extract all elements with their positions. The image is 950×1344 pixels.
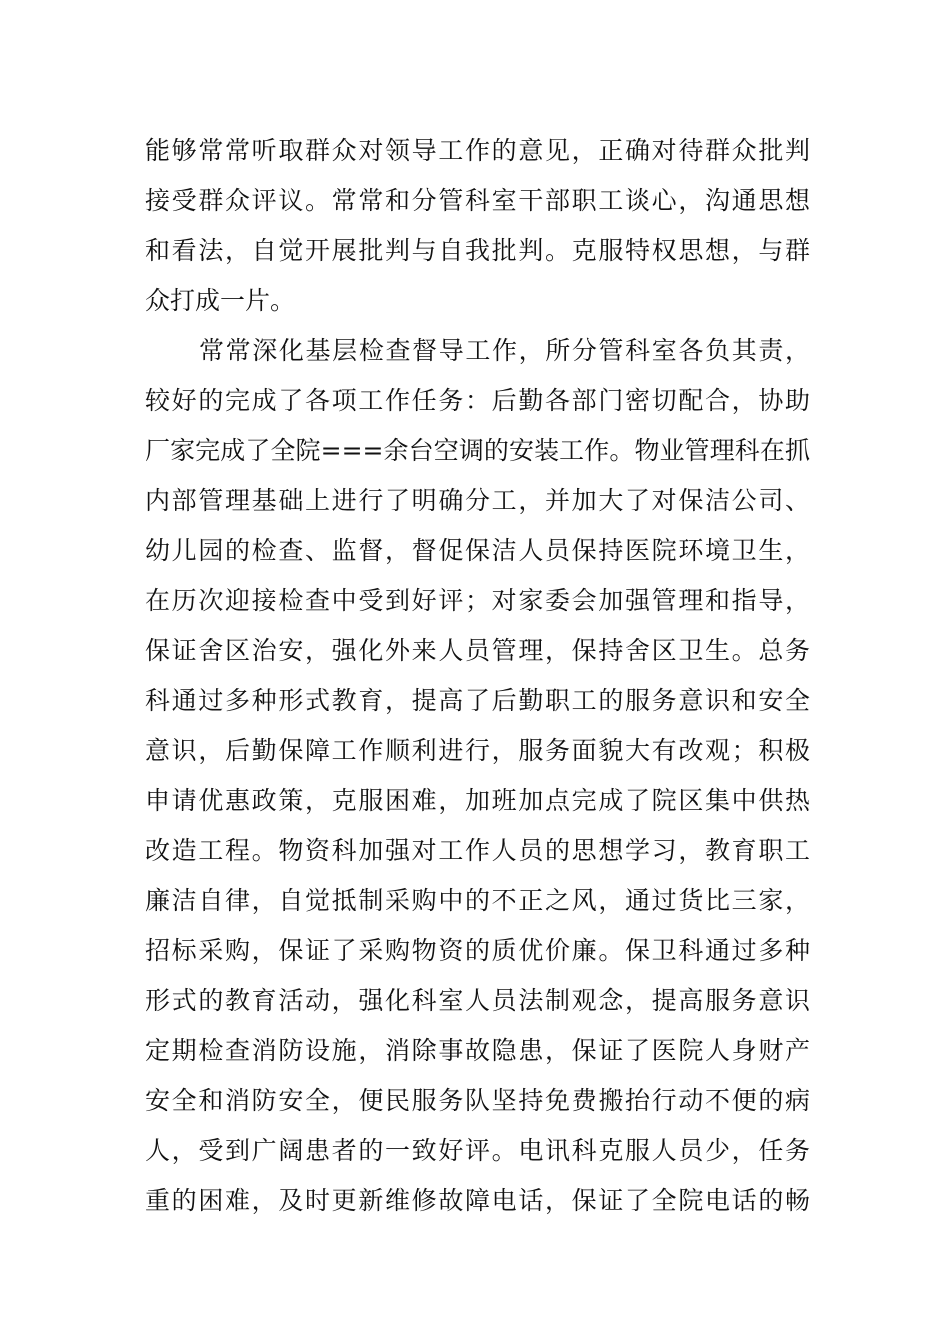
text-line: 幼儿园的检查、监督，督促保洁人员保持医院环境卫生， xyxy=(145,536,810,565)
text-line: 改造工程。物资科加强对工作人员的思想学习，教育职工 xyxy=(145,836,810,865)
text-line: 形式的教育活动，强化科室人员法制观念，提高服务意识 xyxy=(145,986,810,1015)
text-line: 在历次迎接检查中受到好评；对家委会加强管理和指导， xyxy=(145,586,810,615)
text-line: 廉洁自律，自觉抵制采购中的不正之风，通过货比三家， xyxy=(145,886,810,915)
text-line: 定期检查消防设施，消除事故隐患，保证了医院人身财产 xyxy=(145,1036,810,1065)
text-line: 保证舍区治安，强化外来人员管理，保持舍区卫生。总务 xyxy=(145,636,810,665)
text-line: 接受群众评议。常常和分管科室干部职工谈心，沟通思想 xyxy=(145,186,810,215)
text-line: 人，受到广阔患者的一致好评。电讯科克服人员少，任务 xyxy=(145,1136,810,1165)
text-line: 科通过多种形式教育，提高了后勤职工的服务意识和安全 xyxy=(145,686,810,715)
text-line: 申请优惠政策，克服困难，加班加点完成了院区集中供热 xyxy=(145,786,810,815)
text-line: 内部管理基础上进行了明确分工，并加大了对保洁公司、 xyxy=(145,486,810,515)
text-line: 能够常常听取群众对领导工作的意见，正确对待群众批判 xyxy=(145,136,810,165)
text-line: 厂家完成了全院===余台空调的安装工作。物业管理科在抓 xyxy=(145,436,810,465)
text-line: 招标采购，保证了采购物资的质优价廉。保卫科通过多种 xyxy=(145,936,810,965)
text-line: 较好的完成了各项工作任务：后勤各部门密切配合，协助 xyxy=(145,386,810,415)
text-line: 和看法，自觉开展批判与自我批判。克服特权思想，与群 xyxy=(145,236,810,265)
text-line: 重的困难，及时更新维修故障电话，保证了全院电话的畅 xyxy=(145,1186,810,1215)
paragraph-2 xyxy=(145,326,810,1226)
paragraph-1 xyxy=(145,126,810,326)
text-line: 常常深化基层检查督导工作，所分管科室各负其责， xyxy=(199,336,810,365)
body-text xyxy=(145,126,810,1226)
text-line: 众打成一片。 xyxy=(145,286,296,315)
text-line: 安全和消防安全，便民服务队坚持免费搬抬行动不便的病 xyxy=(145,1086,810,1115)
text-line: 意识，后勤保障工作顺利进行，服务面貌大有改观；积极 xyxy=(145,736,810,765)
